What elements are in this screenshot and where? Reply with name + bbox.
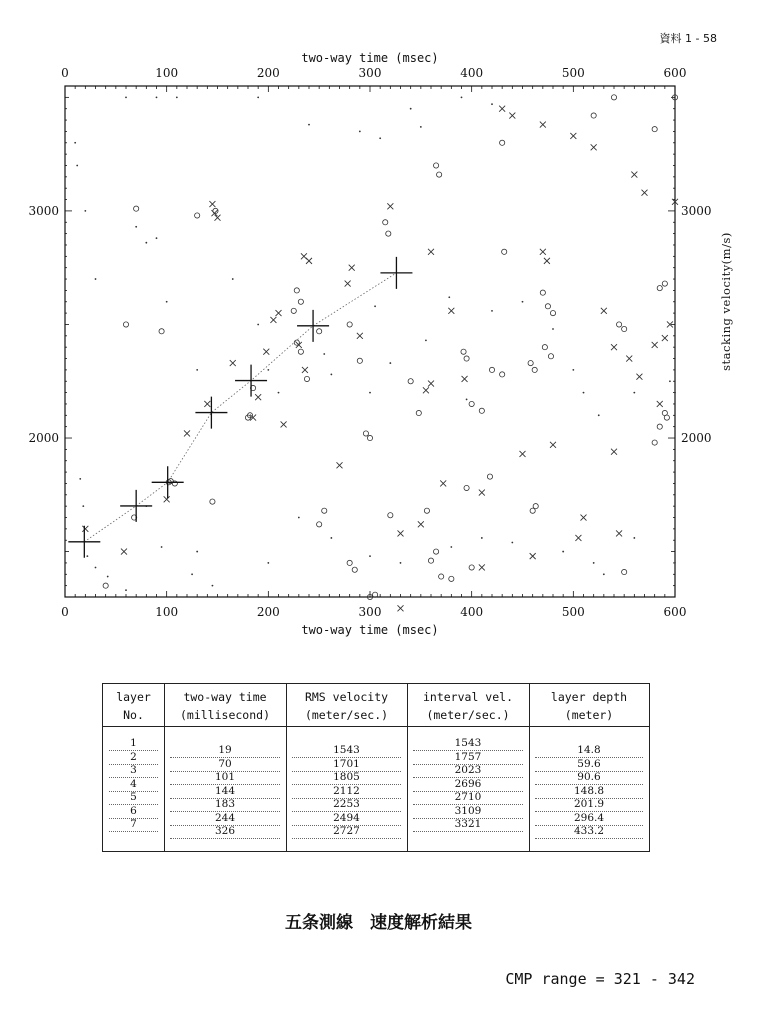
pick-dot — [86, 555, 88, 557]
header-interval-line1: interval vel. — [422, 690, 513, 704]
pick-cross — [276, 310, 282, 316]
table-cell: 5 — [109, 791, 158, 805]
x-tick-label-bottom: 0 — [61, 605, 69, 619]
pick-cross — [616, 530, 622, 536]
pick-dot — [257, 96, 259, 98]
pick-dot — [79, 478, 81, 480]
x-axis-title-top: two-way time (msec) — [301, 51, 439, 65]
header-depth — [529, 688, 649, 724]
pick-dot — [359, 131, 361, 133]
pick-circle — [123, 322, 128, 327]
selected-pick-7 — [380, 257, 412, 289]
pick-cross — [540, 249, 546, 255]
pick-circle — [652, 127, 657, 132]
pick-dot — [389, 362, 391, 364]
selected-pick-5 — [235, 365, 267, 397]
pick-cross — [652, 342, 658, 348]
cmp-range: CMP range = 321 - 342 — [505, 970, 695, 988]
header-depth-line1: layer depth — [550, 690, 628, 704]
pick-dot — [212, 585, 214, 587]
pick-circle — [416, 410, 421, 415]
table-cell: 2710 — [413, 791, 523, 805]
header-interval-line2: (meter/sec.) — [426, 708, 510, 722]
pick-circle — [408, 379, 413, 384]
table-cell: 2494 — [292, 812, 401, 826]
table-cell: 59.6 — [535, 758, 643, 772]
pick-cross — [544, 258, 550, 264]
x-tick-label-top: 400 — [460, 66, 484, 80]
page-label: 資料 1 - 58 — [659, 32, 717, 45]
pick-dot — [84, 210, 86, 212]
selected-pick-2 — [120, 490, 152, 522]
pick-cross — [428, 249, 434, 255]
pick-circle — [657, 286, 662, 291]
pick-cross — [591, 144, 597, 150]
pick-cross — [440, 480, 446, 486]
pick-dot — [598, 414, 600, 416]
pick-circle — [298, 299, 303, 304]
pick-cross — [164, 496, 170, 502]
pick-circle — [159, 329, 164, 334]
pick-dot — [674, 392, 676, 394]
pick-dot — [298, 517, 300, 519]
x-axis-title-bottom: two-way time (msec) — [301, 623, 439, 637]
pick-circle — [657, 424, 662, 429]
pick-cross — [631, 172, 637, 178]
pick-dot — [466, 399, 468, 401]
pick-cross — [418, 521, 424, 527]
pick-dot — [572, 369, 574, 371]
pick-circle — [532, 367, 537, 372]
pick-dot — [369, 555, 371, 557]
pick-dot — [633, 537, 635, 539]
pick-circle — [542, 345, 547, 350]
table-cell: 2696 — [413, 778, 523, 792]
header-time — [164, 688, 286, 724]
pick-dot — [135, 226, 137, 228]
selected-pick-3 — [152, 466, 184, 498]
header-divider — [103, 726, 649, 727]
pick-dot — [491, 310, 493, 312]
table-cell: 2 — [109, 751, 158, 765]
table-cell: 7 — [109, 818, 158, 832]
pick-cross — [479, 564, 485, 570]
pick-dot — [369, 392, 371, 394]
pick-dot — [191, 573, 193, 575]
pick-circle — [662, 281, 667, 286]
pick-cross — [575, 535, 581, 541]
pick-cross — [398, 605, 404, 611]
col-layer — [103, 684, 165, 851]
pick-dot — [330, 374, 332, 376]
pick-dot — [156, 237, 158, 239]
pick-dot — [74, 142, 76, 144]
pick-circle — [548, 354, 553, 359]
pick-dot — [166, 301, 168, 303]
pick-dot — [450, 546, 452, 548]
pick-cross — [357, 333, 363, 339]
pick-dot — [669, 380, 671, 382]
pick-cross — [657, 401, 663, 407]
pick-circle — [103, 583, 108, 588]
pick-cross — [255, 394, 261, 400]
pick-cross — [448, 308, 454, 314]
table-cell: 1701 — [292, 758, 401, 772]
pick-dot — [125, 96, 127, 98]
pick-circle — [388, 513, 393, 518]
pick-cross — [337, 462, 343, 468]
table-cell: 148.8 — [535, 785, 643, 799]
header-layer-line2: No. — [123, 708, 144, 722]
pick-dot — [481, 537, 483, 539]
pick-dot — [491, 103, 493, 105]
pick-circle — [134, 206, 139, 211]
x-tick-label-top: 600 — [663, 66, 687, 80]
pick-dot — [95, 278, 97, 280]
pick-circle — [357, 358, 362, 363]
table-cell: 1 — [109, 737, 158, 751]
figure-caption: 五条測線 速度解析結果 — [285, 913, 472, 933]
pick-circle — [469, 401, 474, 406]
pick-dot — [161, 546, 163, 548]
pick-cross — [302, 367, 308, 373]
table-cell: 326 — [170, 825, 280, 839]
pick-circle — [533, 504, 538, 509]
table-cell: 1757 — [413, 751, 523, 765]
selected-pick-6 — [297, 310, 329, 342]
pick-circle — [622, 326, 627, 331]
pick-dot — [176, 96, 178, 98]
table-cell: 183 — [170, 798, 280, 812]
pick-circle — [195, 213, 200, 218]
pick-cross — [423, 387, 429, 393]
pick-circle — [428, 558, 433, 563]
pick-cross — [345, 281, 351, 287]
pick-dot — [562, 551, 564, 553]
pick-cross — [540, 122, 546, 128]
x-tick-label-bottom: 200 — [256, 605, 280, 619]
pick-cross — [281, 421, 287, 427]
pick-circle — [347, 560, 352, 565]
pick-cross — [387, 203, 393, 209]
x-tick-label-bottom: 100 — [155, 605, 179, 619]
table-cell: 144 — [170, 785, 280, 799]
pick-dot — [603, 573, 605, 575]
pick-dot — [196, 551, 198, 553]
pick-circle — [439, 574, 444, 579]
pick-cross — [82, 526, 88, 532]
pick-cross — [642, 190, 648, 196]
pick-dot — [107, 576, 109, 578]
pick-circle — [210, 499, 215, 504]
header-time-line2: (millisecond) — [179, 708, 270, 722]
pick-cross — [184, 430, 190, 436]
pick-circle — [664, 415, 669, 420]
pick-circle — [464, 485, 469, 490]
x-tick-label-bottom: 300 — [358, 605, 382, 619]
table-cell: 6 — [109, 805, 158, 819]
pick-dot — [196, 369, 198, 371]
table-cell: 4 — [109, 778, 158, 792]
pick-circle — [528, 360, 533, 365]
pick-dot — [82, 505, 84, 507]
x-tick-label-bottom: 500 — [561, 605, 585, 619]
pick-circle — [489, 367, 494, 372]
pick-cross — [530, 553, 536, 559]
pick-dot — [76, 165, 78, 167]
pick-cross — [428, 381, 434, 387]
pick-circle — [386, 231, 391, 236]
pick-dot — [267, 369, 269, 371]
col-time — [164, 684, 287, 851]
pick-dot — [461, 96, 463, 98]
pick-circle — [479, 408, 484, 413]
pick-cross — [479, 490, 485, 496]
selected-pick-4 — [195, 397, 227, 429]
pick-cross — [550, 442, 556, 448]
header-depth-line2: (meter) — [564, 708, 614, 722]
pick-dot — [267, 562, 269, 564]
pick-cross — [626, 356, 632, 362]
y-tick-label-left: 2000 — [28, 431, 59, 446]
pick-cross — [611, 449, 617, 455]
table-cell: 433.2 — [535, 825, 643, 839]
table-cell: 201.9 — [535, 798, 643, 812]
table-cell: 19 — [170, 744, 280, 758]
pick-circle — [540, 290, 545, 295]
table-cell: 1543 — [413, 737, 523, 751]
pick-circle — [487, 474, 492, 479]
pick-cross — [611, 344, 617, 350]
pick-circle — [367, 435, 372, 440]
pick-dot — [633, 392, 635, 394]
table-cell: 3321 — [413, 818, 523, 832]
header-rms-line2: (meter/sec.) — [304, 708, 389, 722]
pick-circle — [352, 567, 357, 572]
pick-circle — [433, 549, 438, 554]
pick-circle — [616, 322, 621, 327]
col-interval — [407, 684, 530, 851]
table-cell: 2727 — [292, 825, 401, 839]
pick-circle — [437, 172, 442, 177]
y-axis-title: stacking velocity(m/s) — [719, 232, 733, 371]
y-tick-label-left: 3000 — [28, 203, 59, 218]
x-tick-label-top: 300 — [358, 66, 382, 80]
x-tick-label-bottom: 600 — [663, 605, 687, 619]
x-tick-label-top: 500 — [561, 66, 585, 80]
pick-cross — [636, 374, 642, 380]
header-interval — [407, 688, 529, 724]
selected-pick-1 — [68, 526, 100, 558]
header-rms-line1: RMS velocity — [304, 690, 389, 704]
table-cell: 296.4 — [535, 812, 643, 826]
pick-circle — [298, 349, 303, 354]
table-cell: 90.6 — [535, 771, 643, 785]
pick-circle — [424, 508, 429, 513]
table-cell: 2112 — [292, 785, 401, 799]
table-cell: 3 — [109, 764, 158, 778]
pick-dot — [330, 537, 332, 539]
pick-circle — [433, 163, 438, 168]
pick-circle — [363, 431, 368, 436]
pick-cross — [581, 515, 587, 521]
pick-circle — [550, 311, 555, 316]
header-rms — [286, 688, 407, 724]
pick-cross — [499, 106, 505, 112]
y-tick-label-right: 3000 — [681, 203, 712, 218]
x-tick-label-bottom: 400 — [460, 605, 484, 619]
pick-cross — [230, 360, 236, 366]
header-time-line1: two-way time — [183, 690, 267, 704]
pick-circle — [622, 569, 627, 574]
pick-circle — [449, 576, 454, 581]
pick-circle — [304, 376, 309, 381]
pick-dot — [323, 353, 325, 355]
table-cell: 2253 — [292, 798, 401, 812]
x-tick-label-top: 100 — [155, 66, 179, 80]
table-cell: 244 — [170, 812, 280, 826]
pick-dot — [95, 567, 97, 569]
pick-circle — [347, 322, 352, 327]
pick-dot — [552, 328, 554, 330]
pick-cross — [570, 133, 576, 139]
pick-circle — [502, 249, 507, 254]
pick-cross — [270, 317, 276, 323]
pick-circle — [294, 288, 299, 293]
pick-cross — [520, 451, 526, 457]
pick-dot — [448, 296, 450, 298]
pick-dot — [145, 242, 147, 244]
table-cell: 3109 — [413, 805, 523, 819]
pick-circle — [652, 440, 657, 445]
pick-cross — [601, 308, 607, 314]
table-cell: 14.8 — [535, 744, 643, 758]
pick-cross — [349, 265, 355, 271]
pick-cross — [306, 258, 312, 264]
velocity-result-table — [102, 683, 650, 852]
pick-dot — [511, 542, 513, 544]
pick-dot — [420, 126, 422, 128]
table-cell: 2023 — [413, 764, 523, 778]
pick-dot — [379, 137, 381, 139]
header-layer — [103, 688, 164, 724]
pick-dot — [522, 301, 524, 303]
x-tick-label-top: 200 — [256, 66, 280, 80]
pick-cross — [121, 549, 127, 555]
pick-circle — [383, 220, 388, 225]
velocity-function-line — [84, 273, 396, 542]
table-cell: 70 — [170, 758, 280, 772]
pick-cross — [204, 401, 210, 407]
pick-cross — [263, 349, 269, 355]
pick-dot — [125, 589, 127, 591]
table-cell: 1805 — [292, 771, 401, 785]
pick-dot — [308, 124, 310, 126]
pick-dot — [257, 324, 259, 326]
pick-circle — [317, 522, 322, 527]
pick-cross — [209, 201, 215, 207]
plot-frame — [65, 86, 675, 597]
pick-dot — [278, 392, 280, 394]
pick-dot — [400, 562, 402, 564]
pick-circle — [469, 565, 474, 570]
pick-circle — [611, 95, 616, 100]
pick-dot — [156, 96, 158, 98]
header-layer-line1: layer — [116, 690, 151, 704]
pick-dot — [674, 562, 676, 564]
col-depth — [529, 684, 649, 851]
pick-circle — [461, 349, 466, 354]
pick-cross — [509, 113, 515, 119]
table-cell: 1543 — [292, 744, 401, 758]
pick-dot — [425, 339, 427, 341]
pick-cross — [398, 530, 404, 536]
pick-cross — [662, 335, 668, 341]
pick-circle — [500, 140, 505, 145]
pick-circle — [464, 356, 469, 361]
y-tick-label-right: 2000 — [681, 431, 712, 446]
pick-dot — [593, 562, 595, 564]
pick-circle — [291, 308, 296, 313]
pick-dot — [583, 392, 585, 394]
col-rms — [286, 684, 408, 851]
pick-dot — [410, 108, 412, 110]
pick-circle — [317, 329, 322, 334]
x-tick-label-top: 0 — [61, 66, 69, 80]
pick-dot — [232, 278, 234, 280]
pick-cross — [462, 376, 468, 382]
pick-circle — [172, 481, 177, 486]
pick-circle — [500, 372, 505, 377]
table-cell: 101 — [170, 771, 280, 785]
pick-circle — [322, 508, 327, 513]
pick-circle — [591, 113, 596, 118]
pick-dot — [374, 305, 376, 307]
pick-circle — [545, 304, 550, 309]
